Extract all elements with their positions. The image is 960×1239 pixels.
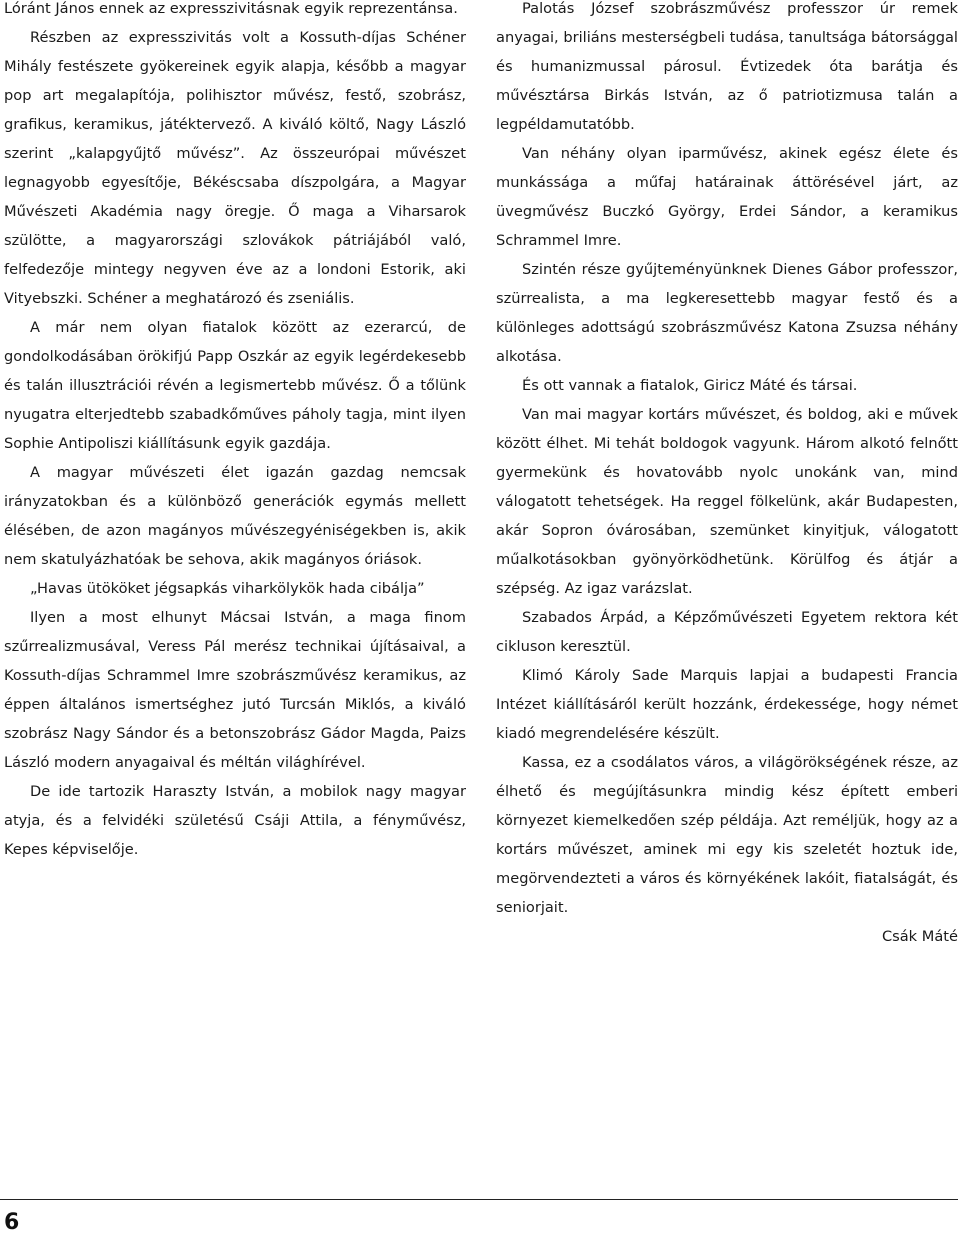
paragraph: Kassa, ez a csodálatos város, a világörökségének része, az élhető és megújításunkra mindig kész épített emberi környezet kiemelkedően szép példája. Azt reméljük, hogy az a kortárs művészet, aminek mi egy kis szeletét hoztuk ide, megörvendezteti a város és környékének lakóit, fiatalságát, és seniorjait.: [496, 754, 958, 916]
paragraph: Lóránt János ennek az expresszivitásnak egyik reprezentánsa.: [4, 0, 458, 17]
paragraph: Van mai magyar kortárs művészet, és boldog, aki e művek között élhet. Mi tehát boldogok vagyunk. Három alkotó felnőtt gyermekünk és hovatovább nyolc unokánk van, mind válogatott tehetségek. Ha reggel fölkelünk, akár Budapesten, akár Sopron óvárosában, szemünket kinyitjuk, válogatott műalkotásokban gyönyörködhetünk. Körülfog és átjár a szépség. Az igaz varázslat.: [496, 406, 958, 597]
paragraph: És ott vannak a fiatalok, Giricz Máté és társai.: [522, 377, 858, 394]
paragraph: A magyar művészeti élet igazán gazdag nemcsak irányzatokban és a különböző generációk egymás mellett élésében, de azon magányos művészegyéniségekben is, akik nem skatulyázhatóak be sehova, akik magányos óriások.: [4, 464, 466, 568]
right-text-column: [496, 0, 958, 951]
paragraph: Részben az expresszivitás volt a Kossuth-díjas Schéner Mihály festészete gyökereinek egyik alapja, később a magyar pop art megalapítója, polihisztor művész, festő, szobrász, grafikus, keramikus, játéktervező. A kiváló költő, Nagy László szerint „kalapgyűjtő művész”. Az összeurópai művészet legnagyobb egyesítője, Békéscsaba díszpolgára, a Magyar Művészeti Akadémia nagy öregje. Ő maga a Viharsarok szülötte, a magyarországi szlovákok pátriájából való, felfedezője mintegy negyven éve az a londoni Estorik, aki Vityebszki. Schéner a meghatározó és zseniális.: [4, 29, 466, 307]
paragraph: Ilyen a most elhunyt Mácsai István, a maga finom szűrrealizmusával, Veress Pál merész technikai újításaival, a Kossuth-díjas Schrammel Imre szobrászművész keramikus, az éppen általános ismertséghez jutó Turcsán Miklós, a kiváló szobrász Nagy Sándor és a betonszobrász Gádor Magda, Paizs László modern anyagaival és méltán világhírével.: [4, 609, 466, 771]
page-number: 6: [4, 1210, 20, 1235]
paragraph: De ide tartozik Haraszty István, a mobilok nagy magyar atyja, és a felvidéki születésű Csáji Attila, a fényművész, Kepes képviselője.: [4, 783, 466, 858]
paragraph: A már nem olyan fiatalok között az ezerarcú, de gondolkodásában örökifjú Papp Oszkár az egyik legérdekesebb és talán illusztrációi révén a legismertebb művész. Ő a tőlünk nyugatra elterjedtebb szabadkőműves páholy tagja, mint ilyen Sophie Antipoliszi kiállításunk egyik gazdája.: [4, 319, 466, 452]
paragraph: Van néhány olyan iparművész, akinek egész élete és munkássága a műfaj határainak áttörésével járt, az üvegművész Buczkó György, Erdei Sándor, a keramikus Schrammel Imre.: [496, 145, 958, 249]
paragraph: Palotás József szobrászművész professzor úr remek anyagai, briliáns mesterségbeli tudása, tanultsága bátorsággal és humanizmussal párosul. Évtizedek óta barátja és művésztársa Birkás István, az ő patriotizmusa talán a legpéldamutatóbb.: [496, 0, 958, 133]
footer-rule: [0, 1199, 958, 1200]
paragraph: Szabados Árpád, a Képzőművészeti Egyetem rektora két cikluson keresztül.: [496, 609, 958, 655]
paragraph: Szintén része gyűjteményünknek Dienes Gábor professzor, szürrealista, a ma legkeresettebb magyar festő és a különleges adottságú szobrászművész Katona Zsuzsa néhány alkotása.: [496, 261, 958, 365]
left-text-column: [4, 0, 466, 864]
author-signature: Csák Máté: [881, 928, 958, 945]
quote-line: „Havas ütököket jégsapkás viharkölykök hada cibálja”: [30, 580, 425, 597]
paragraph: Klimó Károly Sade Marquis lapjai a budapesti Francia Intézet kiállításáról került hozzánk, érdekessége, hogy német kiadó megrendelésére készült.: [496, 667, 958, 742]
